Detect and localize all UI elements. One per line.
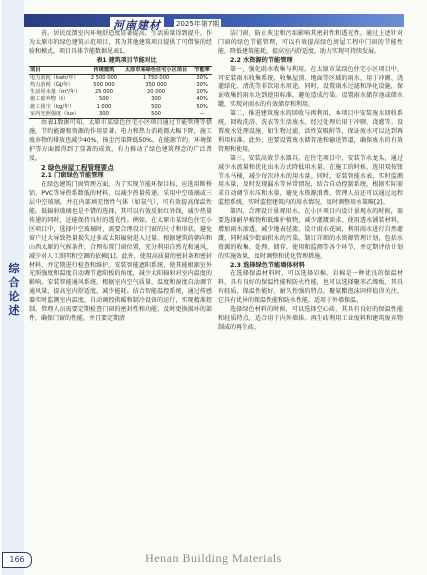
table-title: 表1 建筑项目节能对比 — [96, 56, 157, 64]
side-column — [2, 0, 24, 575]
table-cell: 施工扬尘（kg/年） — [30, 103, 75, 110]
body-paragraph: 第三，安装高效节水器具。在住宅项目中，安装节水龙头，通过减少水流量和优化出水方式降低用水量。在施工的时候，选用双按钮节水马桶，减少每次冲水的用水量。同时，安装智能水表，实时监测用水量，及时发现漏水等异常情况，结合自动控制系统，根据实际需求自动调节水压和水量，避免水资源浪费。管理人员还可以通过远程监控系统，实时监控建筑内的用水情况，及时调整用水策略[2]。 — [218, 154, 403, 207]
table-cell: 500 000 — [93, 82, 115, 89]
table-cell: — — [199, 110, 205, 117]
body-paragraph: 洁门窗，防止灰尘和污垢影响其密封性和透光性。通过上述针对门窗的绿色节能管理，可以有效提高绿色房屋工程中门窗的节能性能，降低建筑能耗，提高室内舒适度，助力实现可持续发展。 — [218, 30, 403, 55]
table-cell: 2 500 000 — [90, 74, 118, 81]
table-row — [29, 111, 212, 119]
body-paragraph: 在选择保温材料时，可以选择岩棉、岩棉是一种优良的保温材料，具有良好的保温性能和防火性能，也可以选择聚苯乙烯板，其具有轻质、保温性能好、耐久性强的特点。聚氨酯泡沫同样值得关注，它具有优异的保温性能和防水性能，适用于外墙保温。 — [218, 270, 403, 305]
section-label: 综合论述 — [8, 262, 20, 317]
body-paragraph: 在绿色建筑门窗管理方面，为了实现节能环保目标，应选用断桥铝、PVC等导热系数低的材料，以减少热量传递。采用中空玻璃或三层中空玻璃，并在内部填充惰性气体（如氩气），可有效提高保温性能。低辐射玻璃也是不错的选择，其可以有效反射红外线，减少热量传递的同时，还能保持良好的透光性。例如，在太原市某绿色住宅小区项目中，选择中空玻璃时，需要合理设计门窗的尺寸和形状，避免窗户过大导致热量损失过多或太阳辐射进入过量。根据建筑的朝向和山西太原的气候条件，合理布置门窗位置，充分利用自然光和通风，减少对人工照明和空调的依赖[1]。此外，使用高质量的密封条和密封材料，并定期进行检查和维护。安装智能遮阳系统，使其能根据室外光照强度和温度自动调节遮阳板的角度，减少太阳辐射对室内温度的影响。安装智能通风系统，根据室内空气质量、温度和湿度自动调节通风量，提高室内舒适度，减少能耗。结合智能温控系统，通过传感器实时监测室内温度，自动调控供暖和制冷设备的运行，实现精准控制。管理人员需要定期检查门窗的密封性和功能，及时更换损坏的部件，确保门窗的性能，并且要定期清 — [29, 181, 212, 322]
table-header-cell: 节能率 — [194, 66, 210, 73]
table-cell: 30% — [196, 74, 208, 81]
left-column — [29, 30, 212, 324]
journal-title: 河南建材 — [110, 17, 164, 33]
table-cell: 1 750 000 — [142, 74, 170, 81]
table-cell: 施工废弃物（t） — [30, 96, 69, 103]
section-heading: 2 绿色房屋工程管理要点 — [41, 163, 114, 172]
footer-title: Henan Building Materials — [145, 551, 282, 565]
table-row — [29, 104, 212, 111]
table-cell: 500 — [98, 96, 109, 103]
table-header-cell: 项目 — [30, 66, 41, 73]
table-discussion-paragraph: 由表1数据可知，太原市某绿色住宅小区项目通过节能管理等措施，节约能源和资源的作用显著，电力和热力消耗都大幅下降，施工废弃物的排放也减少40%，扬尘污染降低50%。在能源节约、环境保护等方面都得到了显著的成效，有力推动了绿色建筑理念的广泛普及。 — [29, 119, 212, 162]
issue-number: 2025年第7期 — [176, 20, 220, 28]
table-cell: 300 — [98, 110, 109, 117]
table-cell: 室内光照强度（lux） — [30, 110, 80, 117]
body-paragraph: 第二，推进建筑废水的回收与再利用。本项目中安装废水回收系统，回收洗浴、洗衣等生活废水，经过处理后用于冲厕、浇灌等。设置废水处理设施，如生物过滤、活性炭吸附等，保证废水可以达到再利用标准。此外，也要设置废水储存池和输送管道，确保废水的有效管理和使用。 — [218, 110, 403, 153]
table-cell: 500 — [151, 110, 161, 117]
table-cell: 25 000 — [94, 89, 113, 96]
table-cell: 350 000 — [145, 82, 167, 89]
table-cell: 30% — [196, 82, 208, 89]
table-cell: 电力消耗（kwh/年） — [30, 74, 79, 81]
body-paragraph: 选择绿色材料的时候，可以选择空心砖，其具有良好的保温性能和轻质特点，适合用于内外墙体。再生砖利用工业废料和建筑废弃物制成的再生砖， — [218, 306, 403, 331]
table-row — [29, 96, 212, 103]
page-number: 166 — [2, 552, 32, 568]
right-column — [218, 30, 403, 333]
table-cell: 40% — [196, 96, 208, 103]
table-cell: 生活用水量（m³/年） — [30, 89, 81, 96]
table-cell: 热力消耗（GJ/年） — [30, 82, 74, 89]
table-header-cell: 传统建筑 — [93, 66, 115, 73]
table-cell: 20% — [196, 89, 208, 96]
body-paragraph: 第一，强化雨水收集与利用。在太原市某绿色住宅小区项目中，可安装雨水收集系统，收集屋顶、地面等区域的雨水，用于冲厕、浇灌绿化、清洗等非饮用水用途。同时，设置雨水过滤和净化设施，保证收集的雨水达到使用标准，避免造成污染。设置雨水储存池或储水罐，实现对雨水的有效储存和利用。 — [218, 65, 403, 109]
subsection-heading: 2.2 水资源的节能管理 — [230, 56, 293, 64]
subsection-heading: 2.3 选择绿色节能墙体材料 — [230, 261, 305, 269]
table-row — [29, 74, 212, 82]
subsection-heading: 2.1 门窗绿色节能管理 — [41, 172, 104, 180]
header-bar — [24, 14, 404, 32]
table-cell: 20 000 — [146, 89, 166, 96]
table-cell: 500 — [151, 103, 161, 110]
energy-table — [29, 66, 212, 119]
table-cell: 50% — [196, 103, 208, 110]
intro-paragraph: 善。居民反馈室内环境舒适度显著提高，生活质量得到提升。作为太原市的绿色建筑示范项目，其为其他建筑项目提供了可借鉴的经验和模式，项目具体节能数据见表1。 — [29, 30, 212, 55]
table-cell: 1 000 — [96, 103, 112, 110]
table-header-cell: 太原市某绿色住宅小区项目 — [124, 66, 188, 73]
body-paragraph: 第四，合理设计景观用水。在小区项目内设计景观水的时候，需要选择耐旱植物和低维护植物，减少灌溉需求。使用透水铺装材料，增加雨水渗透，减少地表径流。设计雨水花园，利用雨水进行自然灌溉，同时减少街面积水的污染。制订详细的水资源管理计划，包括水资源的收集、处理、储存、使用和监测等各个环节，并定期评估计划的实施效果，及时调整和优化管理措施。 — [218, 208, 403, 260]
table-cell: 300 — [151, 96, 161, 103]
table-header-row — [29, 66, 212, 74]
